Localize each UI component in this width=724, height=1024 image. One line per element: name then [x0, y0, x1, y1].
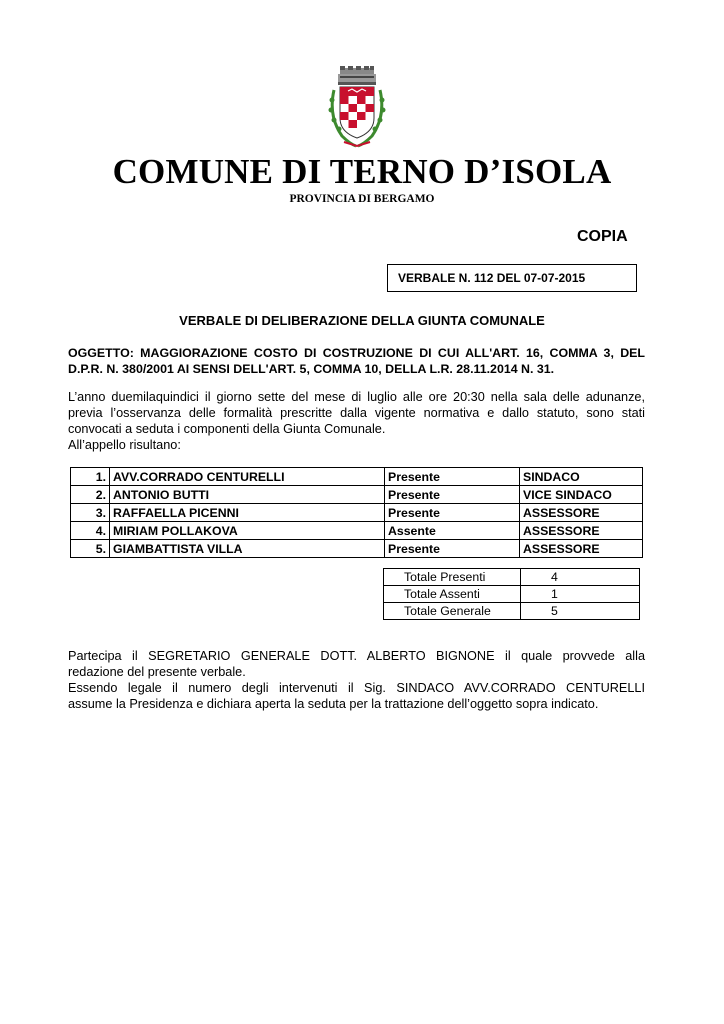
member-name: ANTONIO BUTTI — [110, 486, 385, 504]
closing-line: redazione del presente verbale. — [68, 665, 246, 679]
members-table — [70, 467, 643, 558]
member-role: SINDACO — [520, 468, 643, 486]
closing-paragraph — [68, 648, 645, 712]
table-row — [384, 586, 640, 603]
table-row — [71, 486, 643, 504]
member-role: VICE SINDACO — [520, 486, 643, 504]
verbale-number-box: VERBALE N. 112 DEL 07-07-2015 — [387, 264, 637, 292]
intro-paragraph — [68, 389, 645, 453]
member-name: AVV.CORRADO CENTURELLI — [110, 468, 385, 486]
member-name: RAFFAELLA PICENNI — [110, 504, 385, 522]
member-status: Presente — [385, 486, 520, 504]
member-status: Assente — [385, 522, 520, 540]
total-label: Totale Assenti — [384, 586, 521, 603]
total-value: 1 — [521, 586, 640, 603]
coat-of-arms-icon — [326, 66, 388, 152]
member-number: 3. — [71, 504, 110, 522]
table-row — [71, 504, 643, 522]
table-row — [384, 569, 640, 586]
subject-paragraph: OGGETTO: MAGGIORAZIONE COSTO DI COSTRUZIONE DI CUI ALL'ART. 16, COMMA 3, DEL D.P.R. N. 380/2001 AI SENSI DELL'ART. 5, COMMA 10, DELLA L.R. 28.11.2014 N. 31. — [68, 346, 645, 376]
document-heading: VERBALE DI DELIBERAZIONE DELLA GIUNTA COMUNALE — [179, 313, 545, 328]
closing-line: Essendo legale il numero degli intervenuti il Sig. SINDACO AVV.CORRADO CENTURELLI — [68, 681, 645, 695]
intro-line: All’appello risultano: — [68, 438, 181, 452]
member-number: 1. — [71, 468, 110, 486]
member-number: 4. — [71, 522, 110, 540]
table-row — [71, 522, 643, 540]
member-role: ASSESSORE — [520, 540, 643, 558]
table-row — [384, 603, 640, 620]
member-number: 2. — [71, 486, 110, 504]
closing-line: Partecipa il SEGRETARIO GENERALE DOTT. ALBERTO BIGNONE il quale provvede alla — [68, 649, 645, 663]
intro-line: previa l’osservanza delle formalità prescritte dalla vigente normativa e dallo statuto, sono stati — [68, 406, 645, 420]
copy-label: COPIA — [577, 228, 628, 245]
total-label: Totale Presenti — [384, 569, 521, 586]
intro-line: L’anno duemilaquindici il giorno sette del mese di luglio alle ore 20:30 nella sala delle adunanze, — [68, 390, 645, 404]
member-role: ASSESSORE — [520, 522, 643, 540]
intro-line: convocati a seduta i componenti della Giunta Comunale. — [68, 422, 386, 436]
total-value: 5 — [521, 603, 640, 620]
member-status: Presente — [385, 468, 520, 486]
total-label: Totale Generale — [384, 603, 521, 620]
province-subtitle: PROVINCIA DI BERGAMO — [289, 193, 435, 205]
member-status: Presente — [385, 504, 520, 522]
member-role: ASSESSORE — [520, 504, 643, 522]
member-number: 5. — [71, 540, 110, 558]
table-row — [71, 540, 643, 558]
member-name: MIRIAM POLLAKOVA — [110, 522, 385, 540]
closing-line: assume la Presidenza e dichiara aperta la seduta per la trattazione dell’oggetto sopra indicato. — [68, 697, 599, 711]
member-status: Presente — [385, 540, 520, 558]
member-name: GIAMBATTISTA VILLA — [110, 540, 385, 558]
table-row — [71, 468, 643, 486]
total-value: 4 — [521, 569, 640, 586]
page-title: COMUNE DI TERNO D’ISOLA — [112, 152, 612, 191]
totals-table — [383, 568, 640, 620]
